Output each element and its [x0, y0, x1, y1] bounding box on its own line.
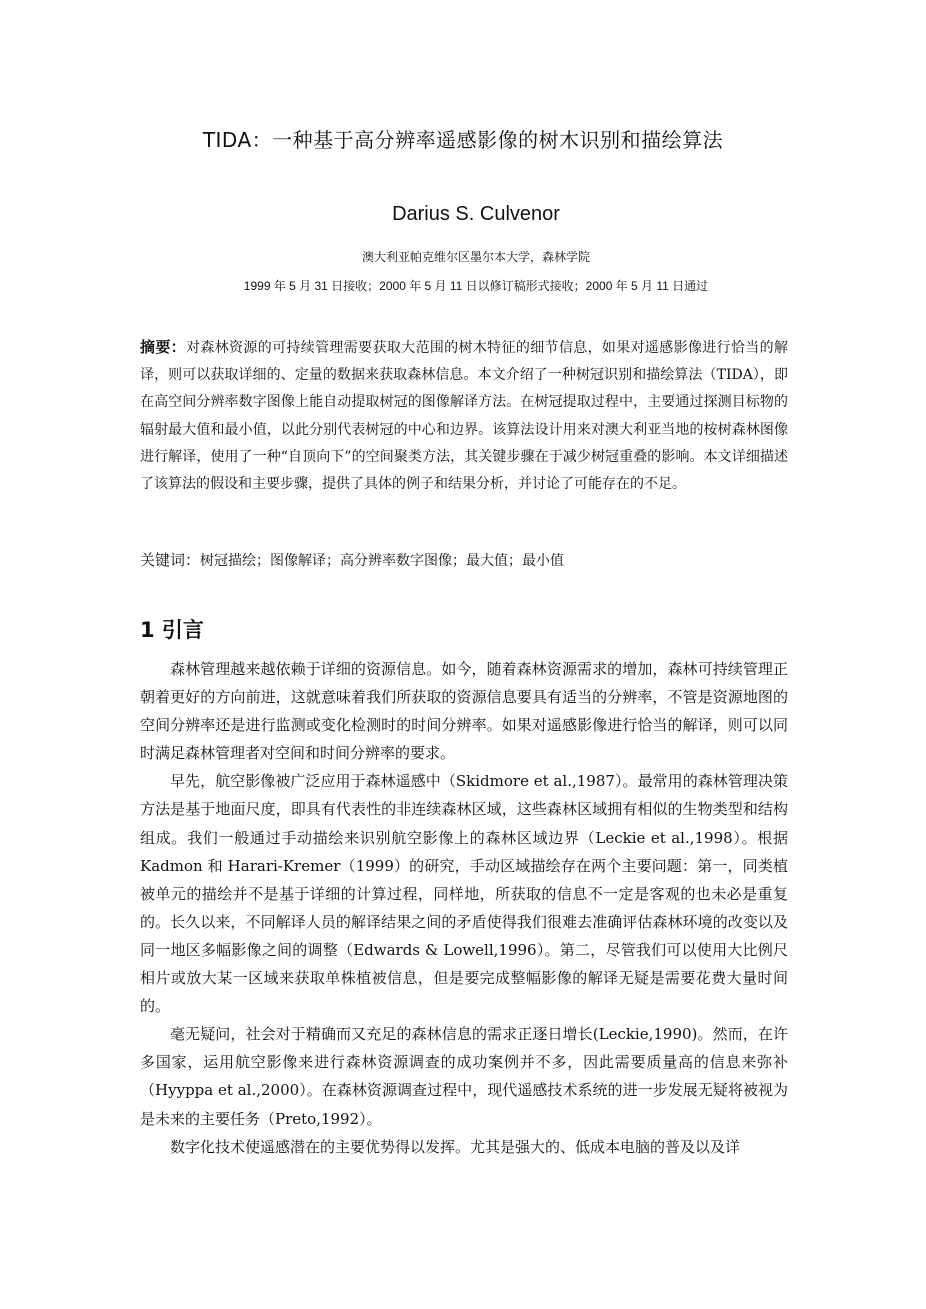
abstract-text: 对森林资源的可持续管理需要获取大范围的树木特征的细节信息，如果对遥感影像进行恰当的解译，则可以获取详细的、定量的数据来获取森林信息。本文介绍了一种树冠识别和描绘算法（TIDA），即在高空间分辨率数字图像上能自动提取树冠的图像解译方法。在树冠提取过程中，主要通过探测目标物的辐射最大值和最小值，以此分别代表树冠的中心和边界。该算法设计用来对澳大利亚当地的桉树森林图像进行解译，使用了一种“自顶向下”的空间聚类方法，其关键步骤在于减少树冠重叠的影响。本文详细描述了该算法的假设和主要步骤，提供了具体的例子和结果分析，并讨论了可能存在的不足。: [140, 340, 788, 493]
paper-title: TIDA：一种基于高分辨率遥感影像的树木识别和描绘算法: [202, 128, 724, 152]
paragraph: 毫无疑问，社会对于精确而又充足的森林信息的需求正逐日增长(Leckie,1990)。然而，在许多国家，运用航空影像来进行森林资源调查的成功案例并不多，因此需要质量高的信息来弥补（Hyyppa et al.,2000）。在森林资源调查过程中，现代遥感技术系统的进一步发展无疑将被视为是未来的主要任务（Preto,1992）。: [140, 1025, 788, 1128]
keywords-label: 关键词：: [140, 551, 201, 569]
paragraph: 早先，航空影像被广泛应用于森林遥感中（Skidmore et al.,1987）。最常用的森林管理决策方法是基于地面尺度，即具有代表性的非连续森林区域，这些森林区域拥有相似的生物类型和结构组成。我们一般通过手动描绘来识别航空影像上的森林区域边界（Leckie et al.,1998）。根据 Kadmon 和 Harari-Kremer（1999）的研究，手动区域描绘存在两个主要问题：第一，同类植被单元的描绘并不是基于详细的计算过程，同样地，所获取的信息不一定是客观的也未必是重复的。长久以来，不同解译人员的解译结果之间的矛盾使得我们很难去准确评估森林环境的改变以及同一地区多幅影像之间的调整（Edwards & Lowell,1996）。第二，尽管我们可以使用大比例尺相片或放大某一区域来获取单株植被信息，但是要完成整幅影像的解译无疑是需要花费大量时间的。: [140, 772, 788, 1016]
keywords: [140, 549, 788, 572]
submission-dates: 1999 年 5 月 31 日接收；2000 年 5 月 11 日以修订稿形式接收；2000 年 5 月 11 日通过: [243, 279, 709, 293]
section-body: [140, 655, 788, 1161]
author-name: Darius S. Culvenor: [392, 203, 560, 225]
abstract-label: 摘要：: [140, 338, 187, 356]
paragraph: 森林管理越来越依赖于详细的资源信息。如今，随着森林资源需求的增加，森林可持续管理正朝着更好的方向前进，这就意味着我们所获取的资源信息要具有适当的分辨率，不管是资源地图的空间分辨率还是进行监测或变化检测时的时间分辨率。如果对遥感影像进行恰当的解译，则可以同时满足森林管理者对空间和时间分辨率的要求。: [140, 660, 788, 763]
paragraph: 数字化技术使遥感潜在的主要优势得以发挥。尤其是强大的、低成本电脑的普及以及详: [170, 1137, 741, 1156]
section-heading-introduction: 1 引言: [140, 618, 204, 642]
keywords-text: 树冠描绘；图像解译；高分辨率数字图像；最大值；最小值: [200, 553, 565, 569]
abstract: [140, 334, 788, 498]
affiliation: 澳大利亚帕克维尔区墨尔本大学，森林学院: [361, 250, 590, 264]
